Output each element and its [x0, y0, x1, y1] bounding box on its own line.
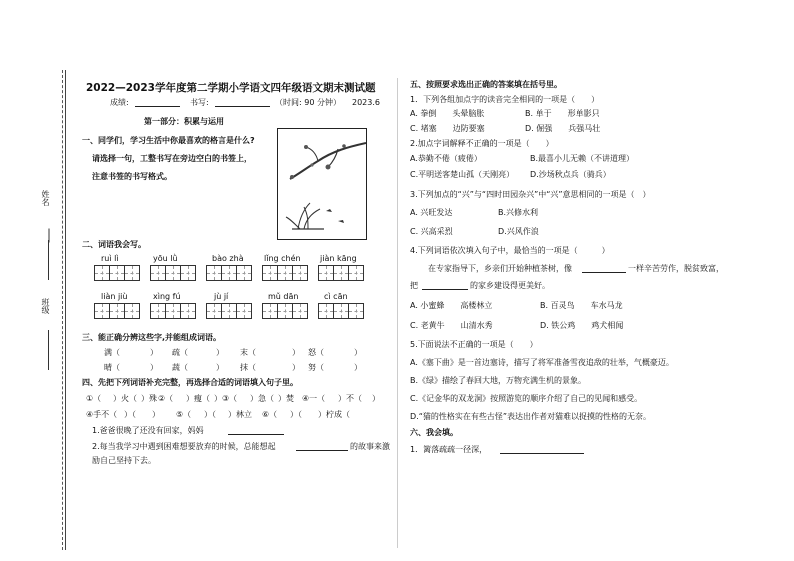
q4-r2-3: ） [152, 410, 160, 419]
q3-r2-d: ） [216, 363, 224, 372]
pinyin-8: jù jí [214, 292, 229, 301]
q2-heading: 二、词语我会写。 [82, 240, 146, 249]
pinyin-4: lǐng chén [264, 254, 301, 263]
q5-i2-opt-c[interactable]: C.平明送客楚山孤（天刚亮） [410, 170, 515, 179]
q6-i1-blank[interactable] [500, 453, 584, 454]
q4-r1-6: ） [214, 394, 222, 403]
q5-i5-opt-a[interactable]: A.《塞下曲》是一首边塞诗，描写了将军准备雪夜追敌的壮举，气概豪迈。 [410, 358, 674, 367]
q3-r2-h: ） [354, 363, 362, 372]
q4-s2-blank[interactable] [296, 450, 348, 451]
q4-r2-1: ④手不（ [86, 410, 118, 419]
q6-heading: 六、我会填。 [410, 428, 458, 437]
q4-r1-11: ）不（ [338, 394, 362, 403]
q3-r2-g: 努（ [308, 363, 324, 372]
q5-i4-opt-d[interactable]: D. 铁公鸡 鸡犬相闻 [540, 321, 624, 330]
bookmark-frame[interactable] [277, 128, 367, 240]
q3-r1-c: 疏（ [172, 348, 188, 357]
school-blank[interactable] [48, 330, 49, 370]
pinyin-3: bào zhà [212, 254, 244, 263]
q5-item1: 1．下列各组加点字的读音完全相同的一项是（ ） [410, 95, 600, 104]
q1-line3: 注意书签的书写格式。 [92, 172, 172, 181]
score-label: 成绩: [110, 98, 129, 107]
pinyin-6: liàn jiù [101, 292, 128, 301]
q4-sentence-1: 1.爸爸很晚了还没有回家，妈妈 [92, 426, 204, 435]
writing-label: 书写: [190, 98, 209, 107]
q5-heading: 五、按照要求选出正确的答案填在括号里。 [410, 80, 562, 89]
q5-i5-opt-d[interactable]: D.“猫的性格实在有些古怪”表达出作者对猫难以捉摸的性格的无奈。 [410, 412, 651, 421]
q3-r1-b: ） [150, 348, 158, 357]
q5-i2-opt-a[interactable]: A.恭勤不倦（疲倦） [410, 154, 482, 163]
score-blank[interactable] [135, 106, 180, 107]
q3-r1-a: 满（ [104, 348, 120, 357]
write-grid-1[interactable] [94, 265, 140, 281]
q4-r2-4: ⑤（ [176, 410, 192, 419]
pinyin-10: cì cān [324, 292, 348, 301]
q5-i1-opt-c[interactable]: C. 堵塞 边防要塞 [410, 124, 485, 133]
q5-i3-opt-d[interactable]: D.兴风作浪 [498, 227, 539, 236]
class-blank[interactable] [48, 240, 49, 280]
q5-i4-opt-b[interactable]: B. 百灵鸟 车水马龙 [540, 301, 623, 310]
q3-r1-d: ） [216, 348, 224, 357]
q5-i3-opt-c[interactable]: C. 兴高采烈 [410, 227, 453, 236]
q5-i1-opt-b[interactable]: B. 单于 形单影只 [525, 109, 600, 118]
q3-r1-f: ） [292, 348, 300, 357]
q4-r1-4: ②（ [158, 394, 174, 403]
binding-dash-line [62, 70, 63, 550]
q3-r2-a: 晴（ [104, 363, 120, 372]
q4-sentence-2b: 的故事来激 [350, 442, 390, 451]
write-grid-9[interactable] [262, 303, 308, 319]
q3-r2-f: ） [292, 363, 300, 372]
q3-heading: 三、能正确分辨这些字,并能组成词语。 [82, 333, 222, 342]
q4-r1-8: ）急（ [250, 394, 274, 403]
q3-r1-g: 怒（ [308, 348, 324, 357]
q5-i4-sentence-2b: 的家乡建设得更美好。 [470, 281, 550, 290]
q4-r1-9: ）焚 [278, 394, 294, 403]
q4-r1-12: ） [372, 394, 380, 403]
q4-r2-6: ）林立 [228, 410, 252, 419]
q4-r1-2: ）火（ [113, 394, 137, 403]
q5-i4-sentence-1b: 一样辛苦劳作，脱贫致富， [628, 264, 724, 273]
write-grid-2[interactable] [150, 265, 196, 281]
q5-item3: 3.下列加点的“兴”与“四时田园杂兴”中“兴”意思相同的一项是（ ） [410, 190, 651, 199]
q5-i1-opt-d[interactable]: D. 倔强 兵强马壮 [525, 124, 601, 133]
q4-r2-7: ⑥（ [262, 410, 278, 419]
pinyin-7: xìng fú [153, 292, 181, 301]
q5-i2-opt-d[interactable]: D.沙场秋点兵（骑兵） [530, 170, 611, 179]
q5-i4-blank-1[interactable] [582, 272, 626, 273]
q5-i3-opt-b[interactable]: B.兴修水利 [498, 208, 539, 217]
q4-r1-3: ）殊 [141, 394, 157, 403]
pinyin-5: jiàn kāng [320, 254, 357, 263]
write-grid-5[interactable] [318, 265, 364, 281]
q5-i2-opt-b[interactable]: B.最喜小儿无赖（不讲道理） [530, 154, 635, 163]
write-grid-10[interactable] [318, 303, 364, 319]
q4-heading: 四、先把下列词语补充完整，再选择合适的词语填入句子里。 [82, 378, 298, 387]
q3-r2-b: ） [150, 363, 158, 372]
q4-r2-2: ）（ [124, 410, 136, 419]
q5-i4-blank-2[interactable] [422, 289, 468, 290]
q4-s1-blank[interactable] [228, 434, 284, 435]
plum-branch-illustration [278, 129, 366, 239]
q5-i4-opt-c[interactable]: C. 老黄牛 山清水秀 [410, 321, 493, 330]
q5-i4-sentence-1: 在专家指导下，乡亲们开始种植茶树，像 [428, 264, 572, 273]
q6-item1: 1．篱落疏疏一径深， [410, 445, 488, 454]
q3-r1-h: ） [354, 348, 362, 357]
exam-title: 2022—2023学年度第二学期小学语文四年级语文期末测试题 [86, 82, 376, 94]
pinyin-9: mǔ dān [268, 292, 299, 301]
exam-date: 2023.6 [352, 98, 380, 107]
write-grid-8[interactable] [206, 303, 252, 319]
name-label: 姓名 [41, 190, 50, 206]
q5-item5: 5.下面说法不正确的一项是（ ） [410, 340, 538, 349]
q5-i1-opt-a[interactable]: A. 拳倒 头晕脑胀 [410, 109, 485, 118]
q4-r1-5: ）瘦（ [186, 394, 210, 403]
q4-sentence-2c: 励自己坚持下去。 [92, 456, 156, 465]
pinyin-1: ruì lì [101, 254, 119, 263]
writing-blank[interactable] [215, 106, 270, 107]
write-grid-4[interactable] [262, 265, 308, 281]
page-divider [397, 78, 398, 548]
q4-r1-1: ①（ [86, 394, 102, 403]
q5-i3-opt-a[interactable]: A. 兴旺发达 [410, 208, 453, 217]
q4-r2-8: ）（ [290, 410, 302, 419]
write-grid-7[interactable] [150, 303, 196, 319]
q4-r1-7: ③（ [222, 394, 238, 403]
q5-i5-opt-b[interactable]: B.《绿》描绘了春回大地，万物充满生机的景象。 [410, 376, 587, 385]
q4-r2-5: ）（ [204, 410, 216, 419]
q3-r1-e: 末（ [240, 348, 256, 357]
time-info: （时间: 90 分钟） [275, 98, 341, 107]
q5-i4-opt-a[interactable]: A. 小蜜蜂 高楼林立 [410, 301, 493, 310]
q3-r2-e: 抹（ [240, 363, 256, 372]
write-grid-6[interactable] [94, 303, 140, 319]
q5-item2: 2.加点字词解释不正确的一项是（ ） [410, 139, 554, 148]
pinyin-2: yōu lǜ [153, 254, 178, 263]
q1-line1: 一、同学们，学习生活中你最喜欢的格言是什么? [82, 136, 255, 145]
q4-r1-10: ④一（ [302, 394, 326, 403]
part1-heading: 第一部分：积累与运用 [144, 117, 224, 126]
q5-item4: 4.下列词语依次填入句子中，最恰当的一项是（ ） [410, 246, 610, 255]
binding-line [65, 70, 66, 550]
class-label: 班级 [41, 298, 50, 314]
q4-sentence-2a: 2.每当我学习中遇到困难想要放弃的时候，总能想起 [92, 442, 276, 451]
q5-i4-sentence-2a: 把 [410, 281, 418, 290]
q5-i5-opt-c[interactable]: C.《记金华的双龙洞》按照游览的顺序介绍了自己的见闻和感受。 [410, 394, 643, 403]
q4-r2-9: ）柠成（ [318, 410, 350, 419]
write-grid-3[interactable] [206, 265, 252, 281]
q1-line2: 请选择一句，工整书写在旁边空白的书签上， [92, 154, 252, 163]
q3-r2-c: 蔬（ [172, 363, 188, 372]
